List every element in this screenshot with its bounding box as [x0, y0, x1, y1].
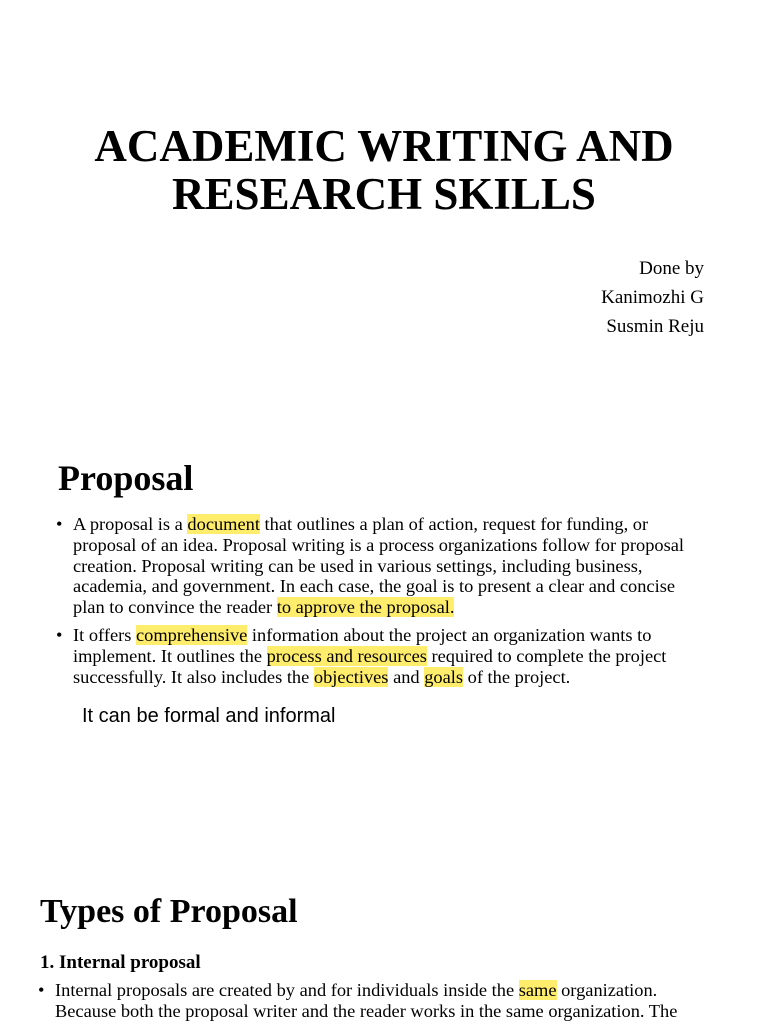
- byline: [601, 254, 704, 341]
- internal-proposal-subheading: 1. Internal proposal: [40, 952, 201, 973]
- title-line-1: ACADEMIC WRITING AND: [94, 121, 674, 171]
- highlighted-text: comprehensive: [135, 624, 248, 645]
- slide-title: [0, 122, 768, 218]
- highlighted-text: same: [518, 980, 557, 1000]
- formal-informal-note: It can be formal and informal: [82, 705, 336, 727]
- bullet-text: of the project.: [463, 666, 571, 687]
- bullet-icon: •: [38, 980, 45, 1000]
- bullet-text: It offers: [73, 624, 136, 645]
- types-bullet-list: [38, 980, 718, 1029]
- bullet-text: and: [388, 666, 425, 687]
- bullet-icon: •: [56, 624, 63, 645]
- title-line-2: RESEARCH SKILLS: [172, 169, 596, 219]
- list-item: [38, 980, 718, 1022]
- bullet-text: required to complete the project successfully. It also includes the: [73, 645, 667, 687]
- highlighted-text: document: [187, 514, 260, 534]
- list-item: [56, 625, 706, 687]
- proposal-bullet-list: [56, 514, 706, 694]
- bullet-text: information about the project an organization wants to implement. It outlines the: [73, 624, 652, 666]
- proposal-heading: Proposal: [58, 458, 194, 498]
- highlighted-text: to approve the proposal.: [276, 597, 455, 618]
- highlighted-text: objectives: [313, 666, 389, 687]
- bullet-icon: •: [56, 514, 63, 534]
- bullet-text: organization. Because both the proposal writer and the reader works in the same organization. The: [55, 980, 678, 1021]
- byline-label: Done by: [639, 258, 704, 279]
- list-item: [56, 514, 706, 618]
- bullet-text: Internal proposals are created by and for individuals inside the: [55, 980, 519, 1000]
- author-name: Kanimozhi G: [601, 287, 704, 308]
- bullet-text: A proposal is a: [73, 514, 188, 534]
- highlighted-text: goals: [424, 666, 464, 687]
- types-heading: Types of Proposal: [40, 893, 298, 930]
- highlighted-text: process and resources: [266, 645, 427, 666]
- bullet-text: that outlines a plan of action, request for funding, or proposal of an idea. Proposal writing is a process organizations follow for proposal creation. Proposal writing can be used in various settings, including business, academia, and government. In each case, the goal is to present a clear and concise plan to convince the reader: [73, 514, 685, 618]
- author-name: Susmin Reju: [606, 316, 704, 337]
